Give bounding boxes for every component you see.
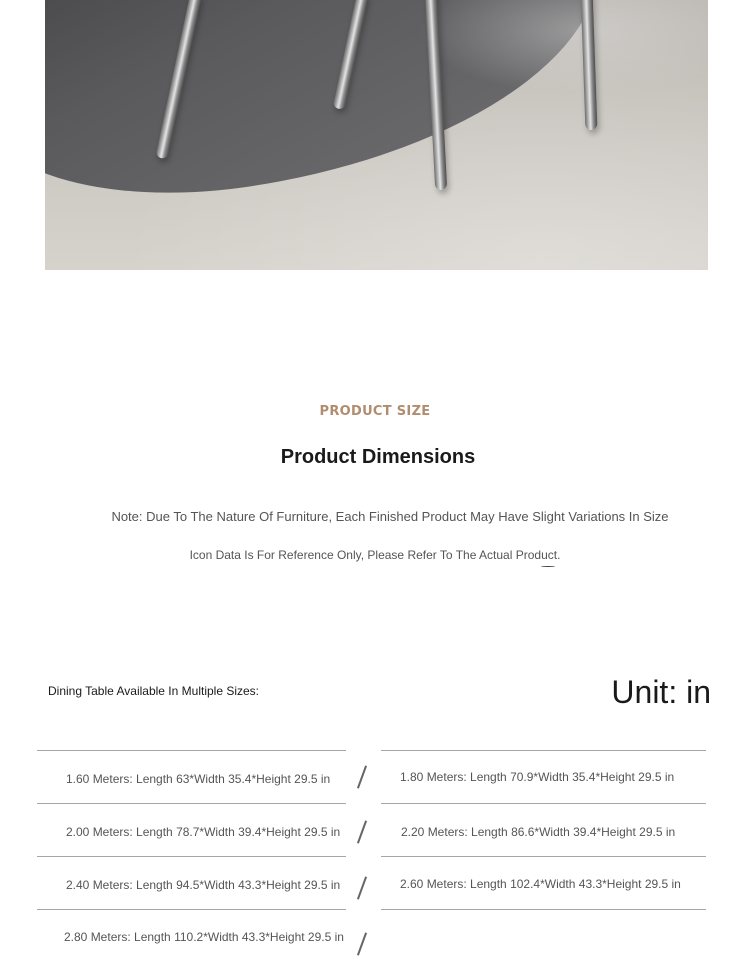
section-eyebrow: PRODUCT SIZE xyxy=(319,404,431,419)
size-option: 1.80 Meters: Length 70.9*Width 35.4*Height 29.5 in xyxy=(400,770,675,784)
size-note: Note: Due To The Nature Of Furniture, Each Finished Product May Have Slight Variations In Size xyxy=(111,509,669,524)
decorative-mark xyxy=(541,566,555,568)
divider xyxy=(381,750,706,751)
separator-icon xyxy=(357,765,367,788)
separator-icon xyxy=(357,932,367,955)
unit-label: Unit: in xyxy=(611,674,711,710)
divider xyxy=(381,909,706,910)
divider xyxy=(37,856,346,857)
separator-icon xyxy=(357,876,367,899)
divider xyxy=(381,803,706,804)
size-option: 2.80 Meters: Length 110.2*Width 43.3*Height 29.5 in xyxy=(64,930,344,944)
product-photo xyxy=(45,0,708,270)
divider xyxy=(37,803,346,804)
size-option: 2.40 Meters: Length 94.5*Width 43.3*Height 29.5 in xyxy=(66,878,341,892)
sizes-label: Dining Table Available In Multiple Sizes: xyxy=(48,684,260,698)
divider xyxy=(37,909,346,910)
divider xyxy=(381,856,706,857)
divider xyxy=(37,750,346,751)
size-option: 2.60 Meters: Length 102.4*Width 43.3*Height 29.5 in xyxy=(400,877,681,891)
section-title: Product Dimensions xyxy=(280,446,476,468)
reference-note: Icon Data Is For Reference Only, Please Refer To The Actual Product. xyxy=(189,548,561,562)
size-option: 2.00 Meters: Length 78.7*Width 39.4*Height 29.5 in xyxy=(66,825,341,839)
size-option: 2.20 Meters: Length 86.6*Width 39.4*Height 29.5 in xyxy=(401,825,676,839)
separator-icon xyxy=(357,820,367,843)
size-option: 1.60 Meters: Length 63*Width 35.4*Height 29.5 in xyxy=(66,772,331,786)
